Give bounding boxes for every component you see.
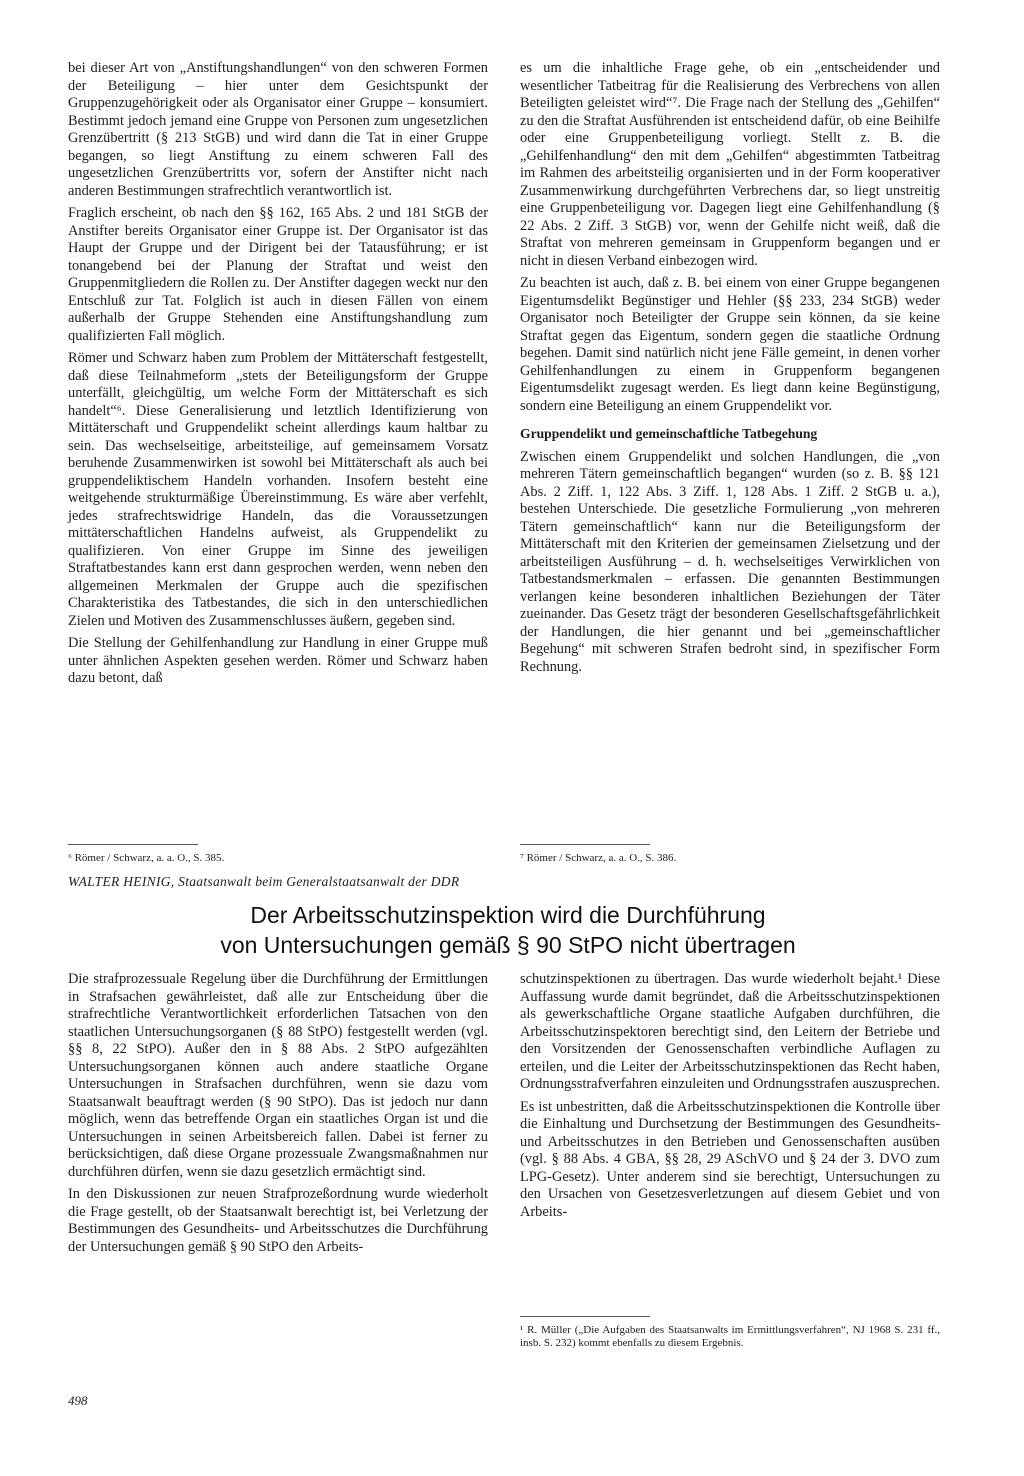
paragraph: Fraglich erscheint, ob nach den §§ 162, 165 Abs. 2 und 181 StGB der Anstifter bereits Organisator einer Gruppe ist. Der Organisator ist das Haupt der Gruppe und der Dirigent bei der Tatausführung; er ist tonangebend bei der Planung der Straftat und weist den Gruppenmitgliedern die Rollen zu. Der Anstifter dagegen weckt nur den Entschluß zur Tat. Folglich ist auch in diesen Fällen von einem außerhalb der Gruppe Stehenden eine Anstiftungshandlung zum qualifizierten Fall möglich. (68, 205, 488, 344)
paragraph: Zu beachten ist auch, daß z. B. bei einem von einer Gruppe begangenen Eigentumsdelikt Begünstiger und Hehler (§§ 233, 234 StGB) weder Organisator noch Beteiligter der Gruppe sein können, da sie keine Straftat gegen das Eigentum, sondern gegen die staatliche Ordnung begehen. Damit sind natürlich nicht jene Fälle gemeint, in denen vorher Gehilfenhandlungen zu einem in Gruppenform begangenen Eigentumsdelikt zugesagt werden. Es liegt dann keine Begünstigung, sondern eine Beteiligung an einem Gruppendelikt vor. (520, 275, 940, 414)
paragraph: es um die inhaltliche Frage gehe, ob ein „entscheidender und wesentlicher Tatbeitrag für die Realisierung des Verbrechens von allen Beteiligten geleistet wird“⁷. Die Frage nach der Stellung des „Gehilfen“ zu den die Straftat Ausführenden ist entscheidend dafür, ob eine Beihilfe oder eine Gruppenbeteiligung vorliegt. Stellt z. B. die „Gehilfenhandlung“ den mit dem „Gehilfen“ abgestimmten Tatbeitrag im Rahmen des arbeitsteilig organisierten und in der Form kooperativer Zusammenwirkung durchgeführten Verbrechens dar, so liegt unstreitig eine Gruppenbeteiligung vor. Dagegen liegt eine Gehilfenhandlung (§ 22 Abs. 2 Ziff. 3 StGB) vor, wenn der Gehilfe nicht weiß, daß die Straftat von mehreren gemeinsam in Gruppenform begangen und er nicht in diesen Verband einbezogen wird. (520, 60, 940, 269)
page-number: 498 (68, 1393, 88, 1408)
paragraph: In den Diskussionen zur neuen Strafprozeßordnung wurde wiederholt die Frage gestellt, ob der Staatsanwalt berechtigt ist, bei Verletzung der Bestimmungen des Gesundheits- und Arbeitsschutzes die Durchführung der Untersuchungen gemäß § 90 StPO den Arbeits- (68, 1186, 488, 1255)
article-title-line: Der Arbeitsschutzinspektion wird die Durchführung (250, 902, 766, 928)
article-title-line: von Untersuchungen gemäß § 90 StPO nicht übertragen (220, 932, 796, 958)
paragraph: Die Stellung der Gehilfenhandlung zur Handlung in einer Gruppe muß unter ähnlichen Aspekten gesehen werden. Römer und Schwarz haben dazu betont, daß (68, 635, 488, 686)
footnote: ⁶ Römer / Schwarz, a. a. O., S. 385. (68, 852, 225, 864)
paragraph: Die strafprozessuale Regelung über die Durchführung der Ermittlungen in Strafsachen gewährleistet, daß alle zur Entscheidung über die strafrechtliche Verantwortlichkeit erforderlichen Tatsachen von den staatlichen Untersuchungsorganen (§ 88 StPO) festgestellt werden (vgl. §§ 8, 22 StPO). Außer den in § 88 Abs. 2 StPO aufgezählten Untersuchungsorganen können auch andere staatliche Organe Untersuchungen in Strafsachen durchführen, wenn sie dazu vom Staatsanwalt beauftragt werden (§ 90 StPO). Das ist jedoch nur dann möglich, wenn das betreffende Organ ein staatliches Organ ist und die Untersuchungen in seinen Arbeitsbereich fallen. Dabei ist ferner zu berücksichtigen, daß diese Organe prozessuale Zwangsmaßnahmen nur durchführen dürfen, wenn sie dazu gesetzlich ermächtigt sind. (68, 971, 488, 1180)
footnote-rule (520, 844, 650, 845)
footnote: ⁷ Römer / Schwarz, a. a. O., S. 386. (520, 852, 677, 864)
footnote-rule (68, 844, 198, 845)
paragraph: Es ist unbestritten, daß die Arbeitsschutzinspektionen die Kontrolle über die Einhaltung und Durchsetzung der Bestimmungen des Gesundheits- und Arbeitsschutzes in den Betrieben und Genossenschaften ausüben (vgl. § 88 Abs. 4 GBA, §§ 28, 29 ASchVO und § 24 der 3. DVO zum LPG-Gesetz). Unter anderem sind sie berechtigt, Untersuchungen zu den Ursachen von Gesetzesverletzungen auf diesem Gebiet und von Arbeits- (520, 1098, 940, 1220)
paragraph: Römer und Schwarz haben zum Problem der Mittäterschaft festgestellt, daß diese Teilnahmeform „stets der Beteiligungsform der Gruppe unterfällt, gleichgültig, um welche Form der Mittäterschaft es sich handelt“⁶. Diese Generalisierung und letztlich Identifizierung von Mittäterschaft und Gruppendelikt scheint allerdings kaum haltbar zu sein. Das wechselseitige, arbeitsteilige, auf gemeinsamem Vorsatz beruhende Zusammenwirken ist sowohl bei Mittäterschaft als auch bei gruppendeliktischem Handeln vorhanden. Insofern besteht eine weitgehende strukturmäßige Übereinstimmung. Es wäre aber verfehlt, jedes strafrechtswidrige Handeln, das die Voraussetzungen mittäterschaftlichen Handelns aufweist, als Gruppendelikt zu qualifizieren. Von einer Gruppe im Sinne des jeweiligen Straftatbestandes kann erst dann gesprochen werden, wenn neben den allgemeinen Merkmalen der Gruppe auch die spezifischen Charakteristika des Tatbestandes, die sich in den unterschiedlichen Zielen und Motiven des Zusammenschlusses äußern, gegeben sind. (68, 350, 488, 629)
article-author: WALTER HEINIG, Staatsanwalt beim Generalstaatsanwalt der DDR (68, 874, 460, 889)
top-right-column (520, 60, 940, 676)
article-right-column (520, 971, 940, 1221)
paragraph: schutzinspektionen zu übertragen. Das wurde wiederholt bejaht.¹ Diese Auffassung wurde damit begründet, daß die Arbeitsschutzinspektionen als gewerkschaftliche Organe staatliche Aufgaben durchführen, die Arbeitsschutzinspektoren berechtigt sind, den Leitern der Betriebe und den Vorsitzenden der Genossenschaften verbindliche Auflagen zu erteilen, und die Leiter der Arbeitsschutzinspektionen das Recht haben, Ordnungsstrafverfahren einzuleiten und Ordnungsstrafen auszusprechen. (520, 971, 940, 1092)
footnote-rule (520, 1316, 650, 1317)
top-left-column (68, 60, 488, 688)
paragraph: bei dieser Art von „Anstiftungshandlungen“ von den schweren Formen der Beteiligung – hier unter dem Gesichtspunkt der Gruppenzugehörigkeit oder als Organisator einer Gruppe – konsumiert. Bestimmt jedoch jemand eine Gruppe von Personen zum ungesetzlichen Grenzübertritt (§ 213 StGB) und wird dann die Tat in einer Gruppe begangen, so liegt Anstiftung zu einem schweren Fall des ungesetzlichen Grenzübertritts vor, sofern der Anstifter nicht nach anderen Bestimmungen strafrechtlich verantwortlich ist. (68, 60, 488, 199)
footnote: ¹ R. Müller („Die Aufgaben des Staatsanwalts im Ermittlungsverfahren“, NJ 1968 S. 231 ff., insb. S. 232) kommt ebenfalls zu diesem Ergebnis. (520, 1324, 940, 1349)
article-left-column (68, 971, 488, 1256)
paragraph: Zwischen einem Gruppendelikt und solchen Handlungen, die „von mehreren Tätern gemeinschaftlich begangen“ wurden (so z. B. §§ 121 Abs. 2 Ziff. 1, 122 Abs. 3 Ziff. 1, 128 Abs. 1 Ziff. 2 StGB u. a.), bestehen Unterschiede. Die gesetzliche Formulierung „von mehreren Tätern gemeinschaftlich“ kann nur die Beteiligungsform der Mittäterschaft mit den Kriterien der gemeinsamen Zielsetzung und der arbeitsteiligen Ausführung – d. h. wechselseitiges Verwirklichen von Tatbestandsmerkmalen – erfassen. Die genannten Bestimmungen verlangen keine besonderen inhaltlichen Beziehungen der Täter zueinander. Das Gesetz trägt der besonderen Gesellschaftsgefährlichkeit der Handlungen, die hier genannt und bei „gemeinschaftlicher Begehung“ mit schweren Strafen bedroht sind, in spezifischer Form Rechnung. (520, 448, 940, 675)
article-title (68, 900, 948, 960)
section-subheading: Gruppendelikt und gemeinschaftliche Tatbegehung (520, 426, 818, 441)
